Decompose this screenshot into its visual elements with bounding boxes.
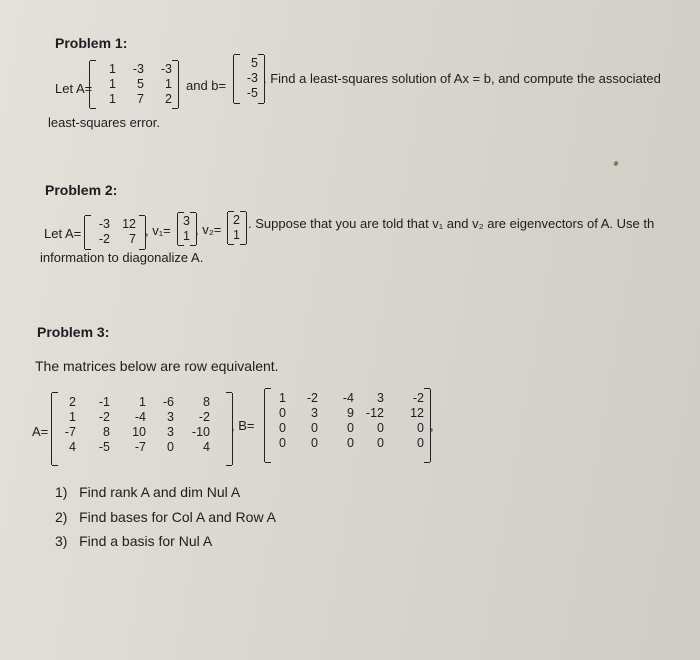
matrix-entry: 1 [109, 62, 116, 76]
matrix-entry: -3 [98, 217, 110, 231]
matrix-entry: 2 [233, 213, 240, 227]
matrix-entry: -2 [98, 232, 110, 246]
matrix-entry: 0 [311, 421, 318, 435]
matrix-entry: 0 [347, 421, 354, 435]
matrix-entry: 1 [109, 92, 116, 106]
matrix-entry: 2 [69, 395, 76, 409]
task-text: Find bases for Col A and Row A [79, 509, 277, 525]
task-text: Find a basis for Nul A [79, 533, 213, 549]
matrix-entry: -4 [134, 410, 146, 424]
matrix-entry: 0 [279, 436, 286, 450]
problem-1-let: Let A= [55, 81, 93, 96]
matrix-b-label: , B= [231, 418, 255, 433]
v2-label: , v₂= [195, 222, 222, 237]
problem-3-title: Problem 3: [37, 324, 110, 340]
matrix-entry: 0 [417, 436, 424, 450]
problem-1-text-line1: . Find a least-squares solution of Ax = b, and compute the associated [263, 71, 661, 86]
problem-1-text-line2: least-squares error. [48, 115, 160, 130]
matrix-entry: -2 [98, 410, 110, 424]
matrix-entry: -12 [365, 406, 384, 420]
task-2 [55, 509, 276, 525]
matrix-entry: 0 [279, 421, 286, 435]
matrix-a-1 [92, 62, 174, 107]
vector-v1 [178, 214, 192, 244]
matrix-entry: -3 [246, 71, 258, 85]
vector-v2 [228, 213, 242, 243]
matrix-entry: 1 [183, 229, 190, 243]
matrix-entry: -4 [342, 391, 354, 405]
paper-speck [613, 160, 619, 166]
matrix-entry: 0 [377, 421, 384, 435]
matrix-entry: 0 [311, 436, 318, 450]
matrix-entry: 10 [132, 425, 146, 439]
matrix-entry: 1 [109, 77, 116, 91]
matrix-b [266, 391, 426, 451]
matrix-entry: 1 [165, 77, 172, 91]
matrix-entry: -2 [306, 391, 318, 405]
matrix-entry: -7 [134, 440, 146, 454]
matrix-entry: -3 [132, 62, 144, 76]
task-text: Find rank A and dim Nul A [79, 484, 241, 500]
matrix-entry: -5 [246, 86, 258, 100]
matrix-entry: -1 [98, 395, 110, 409]
matrix-a-3 [54, 395, 212, 455]
matrix-entry: -6 [162, 395, 174, 409]
matrix-entry: 0 [279, 406, 286, 420]
matrix-entry: 0 [417, 421, 424, 435]
problem-2-title: Problem 2: [45, 182, 118, 198]
matrix-entry: -2 [198, 410, 210, 424]
matrix-entry: 3 [167, 410, 174, 424]
matrix-entry: 1 [69, 410, 76, 424]
task-1 [55, 484, 240, 500]
matrix-entry: 12 [122, 217, 136, 231]
matrix-entry: 3 [377, 391, 384, 405]
matrix-entry: 3 [183, 214, 190, 228]
matrix-entry: 4 [203, 440, 210, 454]
matrix-entry: 3 [311, 406, 318, 420]
matrix-entry: 12 [410, 406, 424, 420]
matrix-a-3-label: A= [32, 424, 49, 439]
matrix-entry: -10 [191, 425, 210, 439]
vector-b [236, 56, 260, 101]
matrix-entry: -7 [64, 425, 76, 439]
matrix-entry: 1 [233, 228, 240, 242]
matrix-entry: 2 [165, 92, 172, 106]
matrix-entry: 9 [347, 406, 354, 420]
matrix-entry: 5 [137, 77, 144, 91]
task-number: 1) [55, 484, 68, 500]
matrix-entry: 0 [347, 436, 354, 450]
matrix-entry: 7 [137, 92, 144, 106]
matrix-a-2 [86, 217, 138, 247]
matrix-entry: 4 [69, 440, 76, 454]
matrix-b-trailing-comma: , [430, 418, 434, 433]
problem-1-title: Problem 1: [55, 35, 128, 51]
matrix-entry: 5 [251, 56, 258, 70]
v1-label: , v₁= [145, 223, 171, 238]
problem-2-text-line1: . Suppose that you are told that v₁ and v₂ are eigenvectors of A. Use th [248, 216, 655, 231]
task-3 [55, 533, 212, 549]
matrix-entry: 8 [203, 395, 210, 409]
matrix-entry: -5 [98, 440, 110, 454]
matrix-entry: -3 [160, 62, 172, 76]
matrix-entry: 8 [103, 425, 110, 439]
task-number: 2) [55, 509, 68, 525]
matrix-entry: 3 [167, 425, 174, 439]
and-b-label: and b= [186, 78, 227, 93]
task-number: 3) [55, 533, 68, 549]
problem-3-intro: The matrices below are row equivalent. [35, 358, 279, 374]
matrix-entry: 1 [139, 395, 146, 409]
matrix-entry: 1 [279, 391, 286, 405]
matrix-entry: 0 [377, 436, 384, 450]
problem-2-let: Let A= [44, 226, 82, 241]
problem-2-text-line2: information to diagonalize A. [40, 250, 204, 265]
matrix-entry: 7 [129, 232, 136, 246]
matrix-entry: 0 [167, 440, 174, 454]
matrix-entry: -2 [412, 391, 424, 405]
